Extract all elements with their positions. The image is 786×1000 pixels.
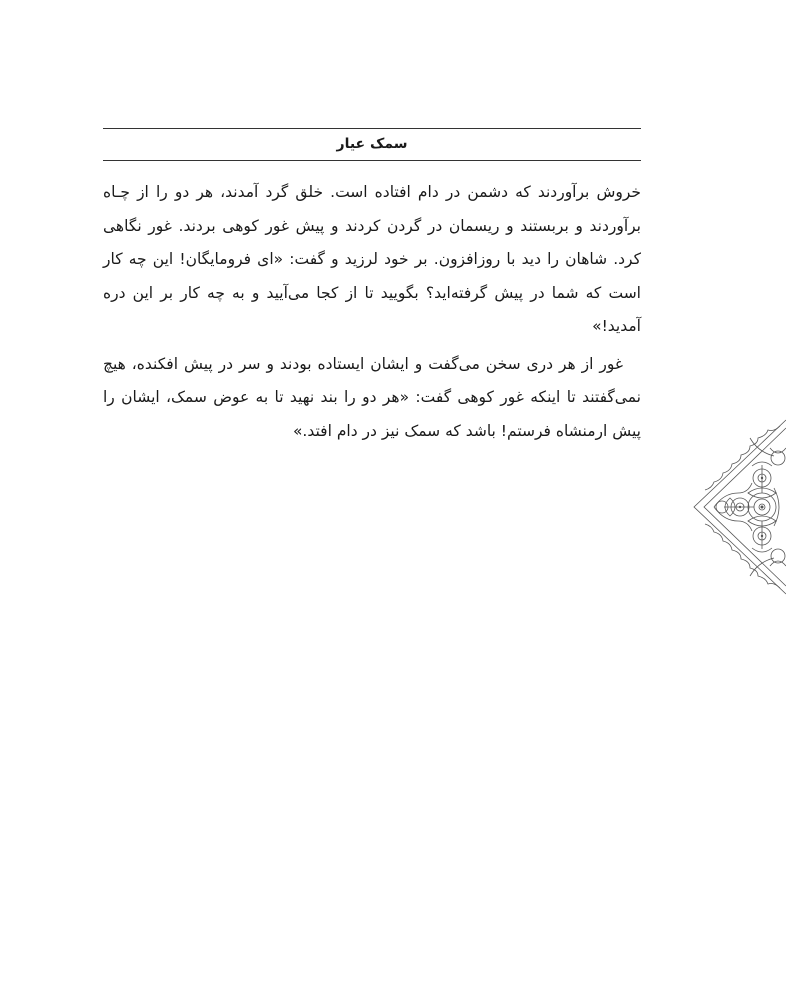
arabesque-ornament-icon xyxy=(690,418,786,596)
paragraph-1: خروش برآوردند که دشمن در دام افتاده است. خلق گرد آمدند، هر دو را از چـاه برآوردند و بربستند و ریسمان در گردن کردند و پیش غور کوهی بردند. غور نگاهی کرد. شاهان را دید با روزافزون. بر خود لرزید و گفت: «ای فرومایگان! این چه کار است که شما در پیش گرفته‌اید؟ بگویید تا از کجا می‌آیید و به چه کار بر این دره آمدید!» xyxy=(103,183,641,335)
paragraph-2: غور از هر دری سخن می‌گفت و ایشان ایستاده بودند و سر در پیش افکنده، هیچ نمی‌گفتند تا اینکه غور کوهی گفت: «هر دو را بند نهید تا به عوض سمک، ایشان را پیش ارمنشاه فرستم! باشد که سمک نیز در دام افتد.» xyxy=(103,354,641,440)
header-rule-top xyxy=(103,128,641,129)
header-rule-bottom xyxy=(103,160,641,161)
body-text xyxy=(103,176,641,448)
running-title: سمک عیار xyxy=(336,136,408,152)
